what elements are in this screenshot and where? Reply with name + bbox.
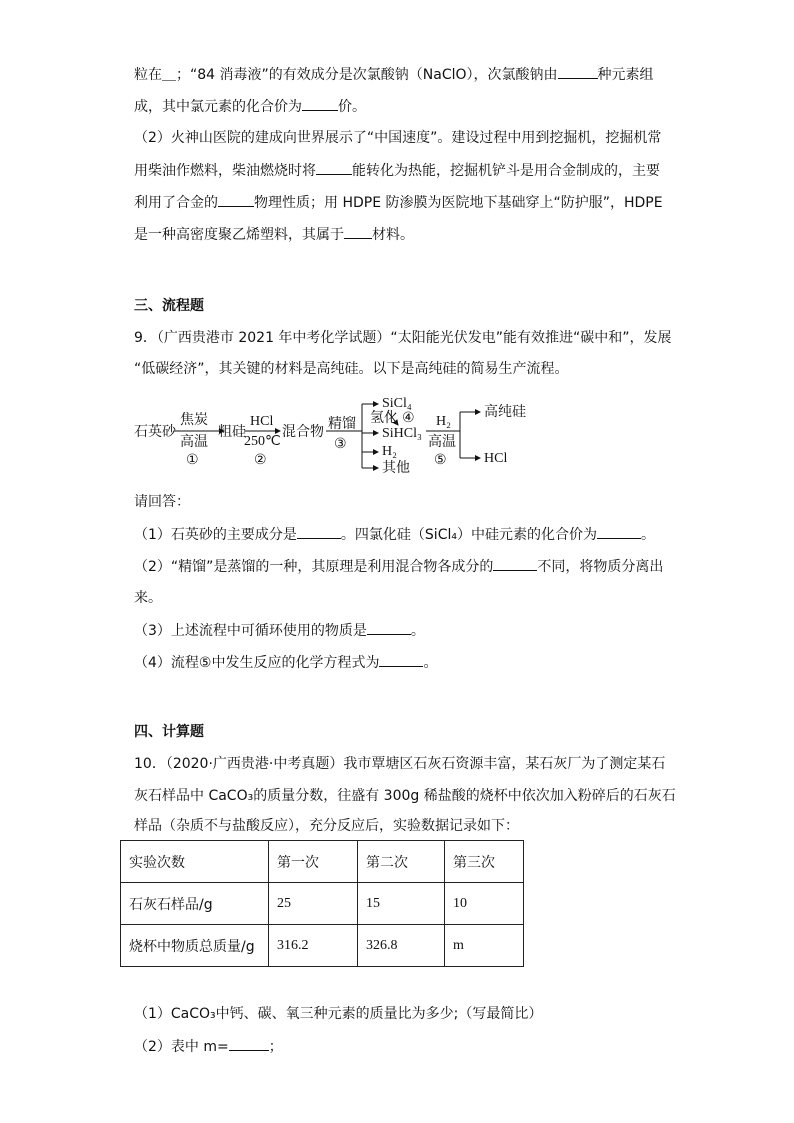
answer-blank[interactable] xyxy=(316,160,352,175)
flow-step2-condition: 250℃ xyxy=(244,434,281,449)
flow-step5-condition: 高温 xyxy=(428,434,456,450)
text-line: 成，其中氯元素的化合价为 价。 xyxy=(134,96,366,117)
table-header-cell: 第三次 xyxy=(445,841,524,883)
text-line: 是一种高密度聚乙烯塑料，其属于 材料。 xyxy=(134,224,414,245)
question-9-line: “低碳经济”，其关键的材料是高纯硅。以下是高纯硅的简易生产流程。 xyxy=(134,361,569,377)
table-cell: 石灰石样品/g xyxy=(121,883,269,925)
answer-blank[interactable] xyxy=(493,556,537,571)
flow-crude-silicon: 粗硅 xyxy=(218,424,246,440)
flow-step2-number: ② xyxy=(254,452,267,468)
flow-step3-number: ③ xyxy=(334,436,347,452)
section-title: 三、流程题 xyxy=(134,298,204,314)
sub-question-2: （2）“精馏”是蒸馏的一种，其原理是利用混合物各成分的 不同，将物质分离出 xyxy=(134,556,663,577)
flow-sihcl3: SiHCl₃ xyxy=(382,426,422,441)
table-header-cell: 第一次 xyxy=(269,841,358,883)
flow-start-label: 石英砂 xyxy=(134,424,176,440)
flow-step3-process: 精馏 xyxy=(328,416,356,432)
answer-blank[interactable] xyxy=(558,64,598,79)
question-10-line: 样品（杂质不与盐酸反应），充分反应后，实验数据记录如下： xyxy=(134,818,519,834)
flow-step2-reagent: HCl xyxy=(250,414,274,429)
table-cell: 316.2 xyxy=(269,925,358,967)
flow-step4-number: ④ xyxy=(402,410,415,426)
table-cell: 烧杯中物质总质量/g xyxy=(121,925,269,967)
flow-step1-number: ① xyxy=(186,452,199,468)
answer-blank[interactable] xyxy=(344,224,372,239)
flow-product-hcl: HCl xyxy=(484,451,508,466)
table-cell: m xyxy=(445,925,524,967)
sub-question-2: （2）表中 m= ； xyxy=(134,1036,283,1057)
flow-mixture: 混合物 xyxy=(282,424,324,440)
answer-blank[interactable] xyxy=(297,524,341,539)
flow-product-pure-silicon: 高纯硅 xyxy=(484,404,526,420)
table-header-cell: 第二次 xyxy=(358,841,445,883)
table-cell: 25 xyxy=(269,883,358,925)
table-row xyxy=(121,925,524,967)
flow-step5-number: ⑤ xyxy=(434,452,447,468)
question-9-line: 9．（广西贵港市 2021 年中考化学试题）“太阳能光伏发电”能有效推进“碳中和”，发展 xyxy=(134,330,672,346)
table-header-row xyxy=(121,841,524,883)
text-line: 来。 xyxy=(134,590,162,606)
process-flow-diagram xyxy=(130,392,550,482)
sub-question-4: （4）流程⑤中发生反应的化学方程式为 。 xyxy=(134,652,437,673)
answer-blank[interactable] xyxy=(229,1036,269,1051)
answer-prompt: 请回答： xyxy=(134,494,190,510)
flow-sicl4: SiCl₄ xyxy=(382,396,412,411)
text-line: 利用了合金的 物理性质；用 HDPE 防渗膜为医院地下基础穿上“防护服”，HDPE xyxy=(134,192,663,213)
table-row xyxy=(121,883,524,925)
table-cell: 15 xyxy=(358,883,445,925)
flow-hydrogenation: 氢化 xyxy=(370,410,398,426)
flow-h2-output: H₂ xyxy=(382,444,397,459)
flow-step1-reagent: 焦炭 xyxy=(180,412,208,428)
section-title: 四、计算题 xyxy=(134,724,204,740)
answer-blank[interactable] xyxy=(379,652,423,667)
sub-question-1: （1）CaCO₃中钙、碳、氧三种元素的质量比为多少;（写最简比） xyxy=(134,1006,543,1022)
flow-step5-reagent: H₂ xyxy=(436,414,451,429)
text-line: 用柴油作燃料，柴油燃烧时将 能转化为热能，挖掘机铲斗是用合金制成的，主要 xyxy=(134,160,660,181)
table-cell: 10 xyxy=(445,883,524,925)
sub-question-3: （3）上述流程中可循环使用的物质是 。 xyxy=(134,620,425,641)
sub-question-1: （1）石英砂的主要成分是 。四氯化硅（SiCl₄）中硅元素的化合价为 。 xyxy=(134,524,655,545)
answer-blank[interactable] xyxy=(367,620,411,635)
answer-blank[interactable] xyxy=(597,524,641,539)
answer-blank[interactable] xyxy=(218,192,254,207)
flow-other-output: 其他 xyxy=(382,460,410,476)
flow-step1-condition: 高温 xyxy=(180,434,208,450)
experiment-data-table xyxy=(120,840,524,967)
answer-blank[interactable] xyxy=(302,96,338,111)
question-2-line: （2）火神山医院的建成向世界展示了“中国速度”。建设过程中用到挖掘机，挖掘机常 xyxy=(134,130,662,146)
table-header-cell: 实验次数 xyxy=(121,841,269,883)
text-line: 粒在＿；“84 消毒液”的有效成分是次氯酸钠（NaClO），次氯酸钠由 种元素组 xyxy=(134,64,654,85)
question-10-line: 10．（2020·广西贵港·中考真题）我市覃塘区石灰石资源丰富，某石灰厂为了测定某石 xyxy=(134,756,666,772)
question-10-line: 灰石样品中 CaCO₃的质量分数，往盛有 300g 稀盐酸的烧杯中依次加入粉碎后的石灰石 xyxy=(134,788,676,804)
table-cell: 326.8 xyxy=(358,925,445,967)
